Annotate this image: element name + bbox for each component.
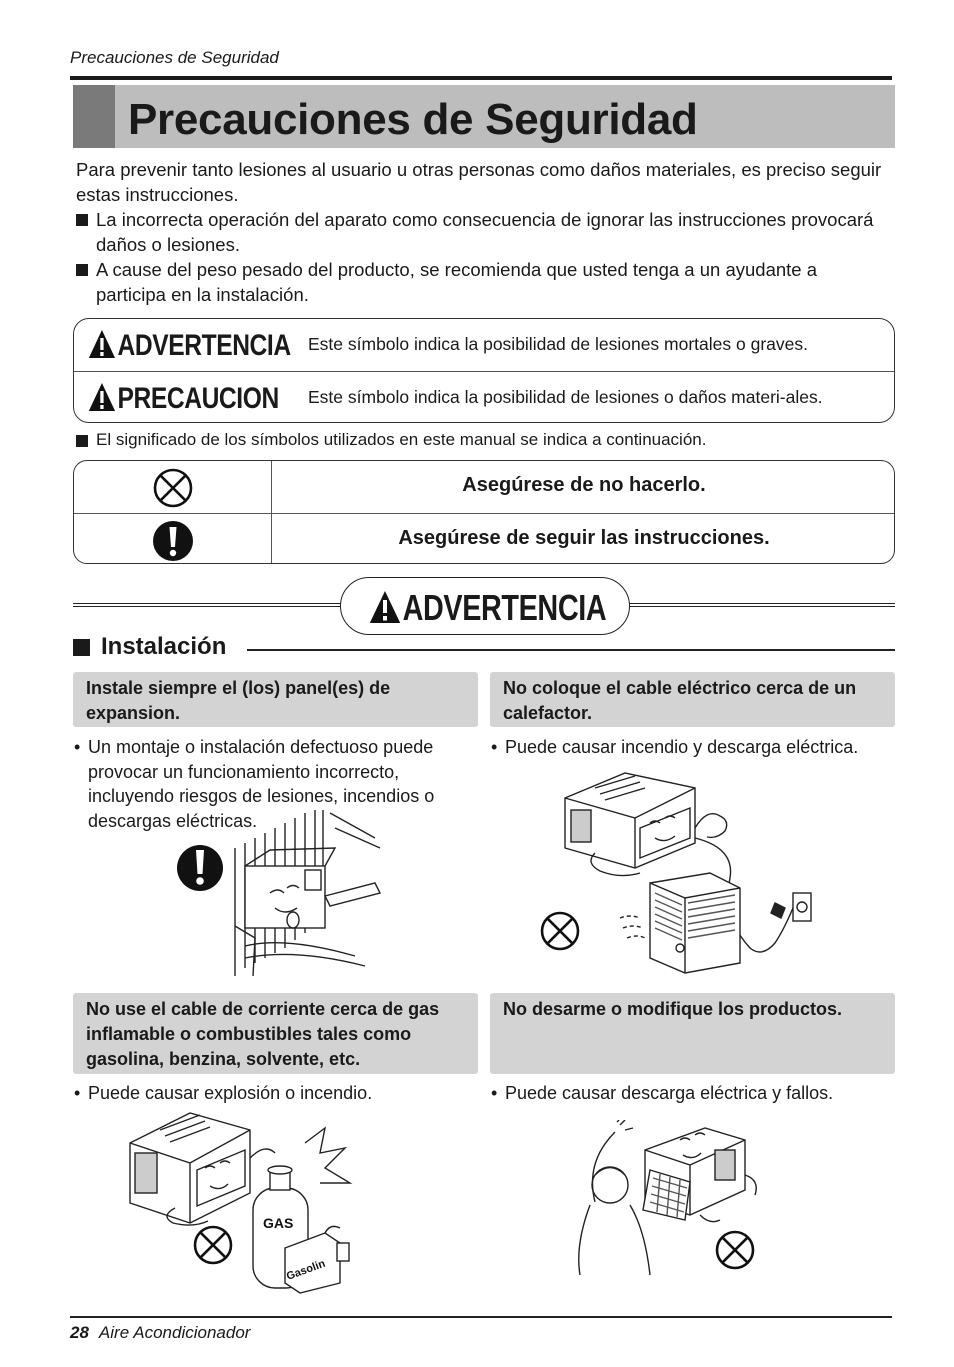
advertencia-description: Este símbolo indica la posibilidad de lesiones mortales o graves. <box>308 334 808 354</box>
advertencia-label: ADVERTENCIA <box>88 329 291 363</box>
intro-paragraph: Para prevenir tanto lesiones al usuario u otras personas como daños materiales, es preciso seguir estas instrucciones. <box>76 159 882 205</box>
prohibited-icon <box>195 1227 231 1263</box>
intro-bullet: La incorrecta operación del aparato como consecuencia de ignorar las instrucciones provocará daños o lesiones. <box>76 207 886 257</box>
item-bullet: • Un montaje o instalación defectuoso puede provocar un funcionamiento incorrecto, incluyendo riesgos de lesiones, incendios o descargas eléctricas. <box>74 737 435 831</box>
gasolin-label: Gasolin <box>284 1257 327 1283</box>
item-heading: No coloque el cable eléctrico cerca de un calefactor. <box>490 672 895 727</box>
symbol-meaning: Asegúrese de no hacerlo. <box>462 474 706 496</box>
footer-text: Aire Acondicionador <box>98 1323 251 1342</box>
warning-legend-box <box>73 318 895 423</box>
warning-triangle-icon <box>88 329 116 359</box>
symbol-row-prohibited <box>74 461 894 513</box>
prohibited-icon <box>542 913 578 949</box>
banner-rule-left <box>73 603 341 607</box>
item-bullet: • Puede causar explosión o incendio. <box>74 1083 373 1103</box>
item-bullet: • Puede causar incendio y descarga eléctrica. <box>491 737 859 757</box>
page-title: Precauciones de Seguridad <box>128 95 698 144</box>
symbol-meaning: Asegúrese de seguir las instrucciones. <box>398 527 770 549</box>
gas-hazard-illustration <box>125 1108 360 1298</box>
title-bar <box>73 85 895 148</box>
section-heading: Instalación <box>73 633 226 661</box>
heater-cable-illustration <box>535 768 825 983</box>
symbol-row-mandatory <box>74 513 894 565</box>
legend-row-precaucion <box>74 371 894 423</box>
section-rule <box>247 649 895 651</box>
title-tab <box>73 85 115 148</box>
symbol-table <box>73 460 895 564</box>
page-footer <box>70 1323 250 1343</box>
symbols-note: El significado de los símbolos utilizados en este manual se indica a continuación. <box>76 430 706 450</box>
square-bullet-icon <box>76 435 88 447</box>
legend-row-advertencia <box>74 319 894 371</box>
window-installation-illustration <box>175 808 385 986</box>
item-heading: Instale siempre el (los) panel(es) de expansion. <box>73 672 478 727</box>
prohibited-icon <box>152 467 194 509</box>
item-heading: No use el cable de corriente cerca de gas inflamable o combustibles tales como gasolina, benzina, solvente, etc. <box>73 993 478 1074</box>
square-bullet-icon <box>76 264 88 276</box>
intro-bullet: A cause del peso pesado del producto, se recomienda que usted tenga a un ayudante a participa en la instalación. <box>76 257 886 307</box>
page-number: 28 <box>70 1323 89 1342</box>
item-bullet: • Puede causar descarga eléctrica y fallos. <box>491 1083 834 1103</box>
footer-rule <box>70 1316 892 1318</box>
banner-rule-right <box>629 603 895 607</box>
warning-triangle-icon <box>369 590 401 624</box>
prohibited-icon <box>717 1232 753 1268</box>
banner-label: ADVERTENCIA <box>402 587 607 628</box>
square-bullet-icon <box>73 639 90 656</box>
advertencia-banner <box>340 577 630 635</box>
precaucion-description: Este símbolo indica la posibilidad de lesiones o daños materi-ales. <box>308 387 823 407</box>
running-header: Precauciones de Seguridad <box>70 48 279 67</box>
square-bullet-icon <box>76 214 88 226</box>
precaucion-label: PRECAUCION <box>88 382 279 416</box>
mandatory-icon <box>152 520 194 562</box>
intro <box>76 157 886 307</box>
gas-label: GAS <box>263 1215 294 1231</box>
disassembly-illustration <box>565 1120 765 1280</box>
header-rule <box>70 76 892 80</box>
warning-triangle-icon <box>88 382 116 412</box>
item-heading: No desarme o modifique los productos. <box>490 993 895 1074</box>
